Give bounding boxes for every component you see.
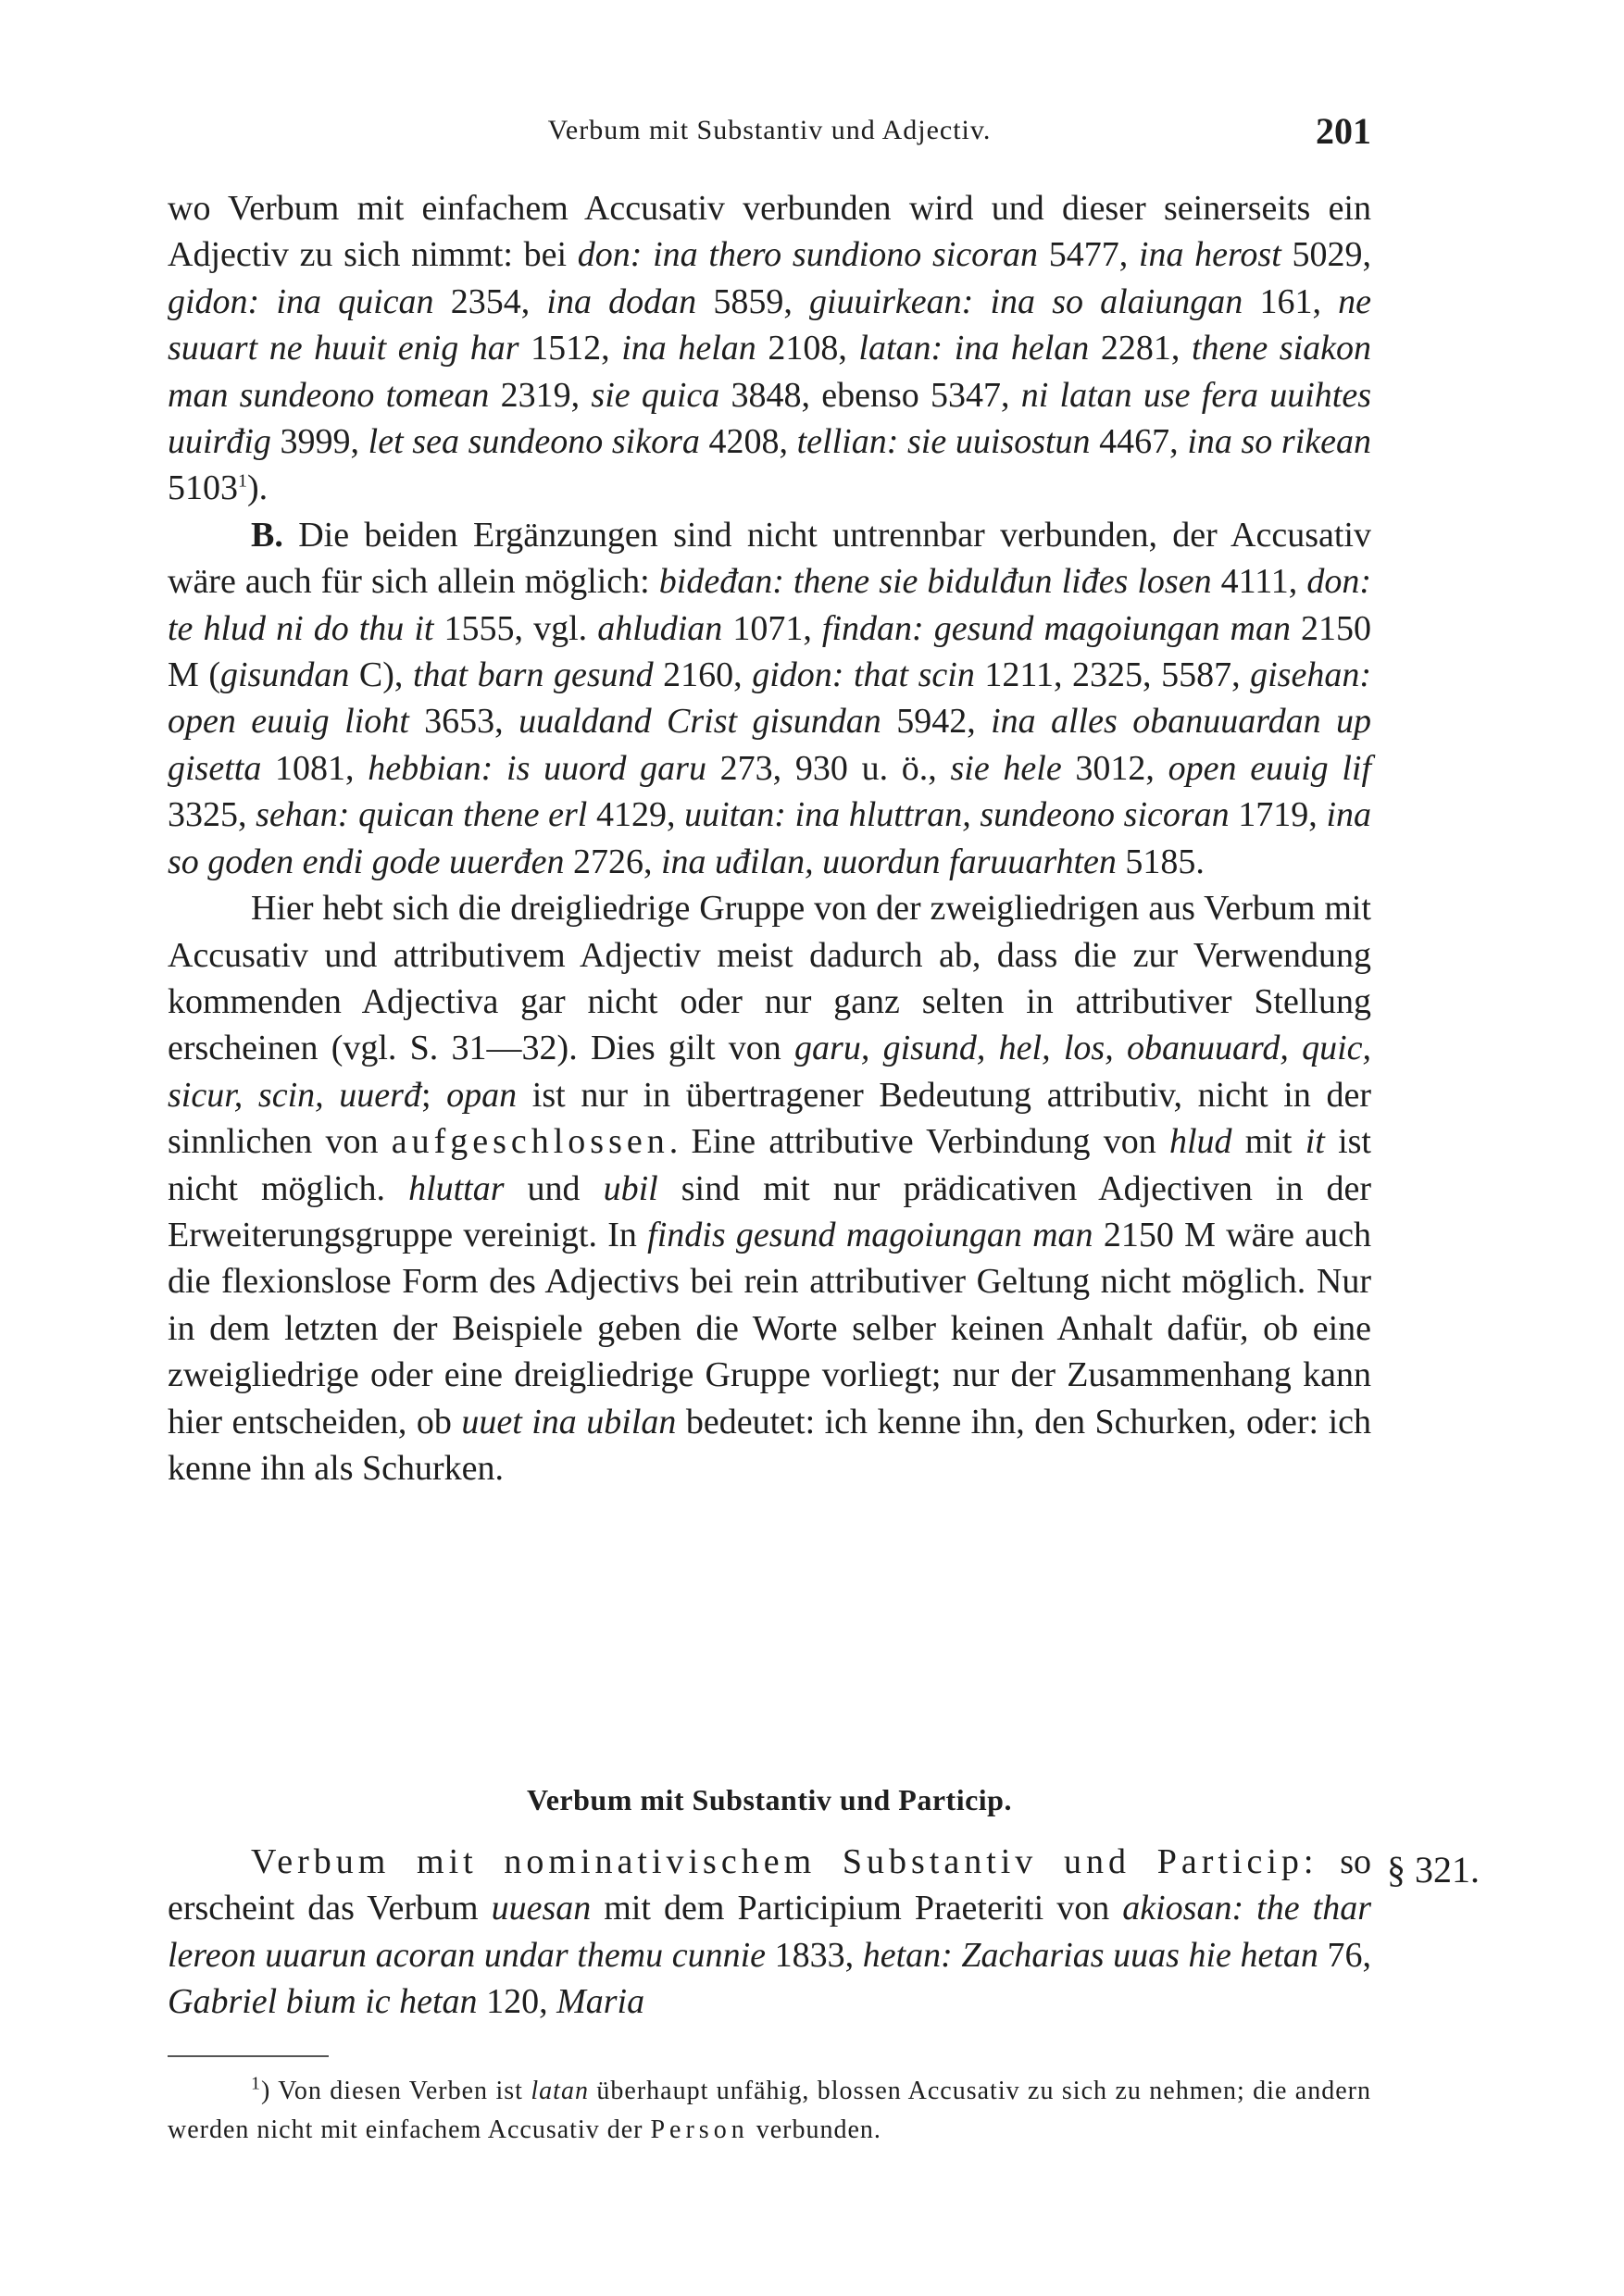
paragraph-continuation: wo Verbum mit einfachem Accusativ verbunden wird und dieser seinerseits ein Adjectiv zu sich nimmt: bei don: ina thero sundiono sicoran 5477, ina herost 5029, gidon: ina quican 2354, ina dodan 5859, giuuirkean: ina so alaiungan 161, ne suuart ne huuit enig har 1512, ina helan 2108, latan: ina helan 2281, thene siakon man sundeono tomean 2319, sie quica 3848, ebenso 5347, ni latan use fera uuihtes uuirđig 3999, let sea sundeono sikora 4208, tellian: sie uuisostun 4467, ina so rikean 5103$^1$). xyxy=(168,189,1372,508)
footnote-1: $^1$) Von diesen Verben ist latan überhaupt unfähig, blossen Accusativ zu sich zu nehmen; die andern werden nicht mit einfachem Accusativ der Person verbunden. xyxy=(168,2073,1371,2144)
section-heading: Verbum mit Substantiv und Particip. xyxy=(527,1783,1012,1816)
section-mark: § 321. xyxy=(1387,1849,1480,1890)
main-text xyxy=(168,185,1371,1491)
footnotes xyxy=(168,2072,1371,2150)
footnote-reference[interactable]: 1 xyxy=(238,470,247,492)
paragraph-b: B. Die beiden Ergänzungen sind nicht untrennbar verbunden, der Accusativ wäre auch für sich allein möglich: bideđan: thene sie bidulđun liđes losen 4111, don: te hlud ni do thu it 1555, vgl. ahludian 1071, findan: gesund magoiungan man 2150 M (gisundan C), that barn gesund 2160, gidon: that scin 1211, 2325, 5587, gisehan: open euuig lioht 3653, uualdand Crist gisundan 5942, ina alles obanuuardan up gisetta 1081, hebbian: is uuord garu 273, 930 u. ö., sie hele 3012, open euuig lif 3325, sehan: quican thene erl 4129, uuitan: ina hluttran, sundeono sicoran 1719, ina so goden endi gode uuerđen 2726, ina uđilan, uuordun faruuarhten 5185. xyxy=(168,515,1372,881)
running-head xyxy=(168,109,1371,156)
running-title: Verbum mit Substantiv und Adjectiv. xyxy=(547,115,992,145)
footnote-marker: 1 xyxy=(251,2073,261,2094)
paragraph-participle: Verbum mit nominativischem Substantiv und Particip: so erscheint das Verbum uuesan mit dem Participium Praeteriti von akiosan: the thar lereon uuarun acoran undar themu cunnie 1833, hetan: Zacharias uuas hie hetan 76, Gabriel bium ic hetan 120, Maria xyxy=(168,1842,1372,2022)
paragraph-discussion: Hier hebt sich die dreigliedrige Gruppe von der zweigliedrigen aus Verbum mit Accusativ und attributivem Adjectiv meist dadurch ab, dass die zur Verwendung kommenden Adjectiva gar nicht oder nur ganz selten in attributiver Stellung erscheinen (vgl. S. 31—32). Dies gilt von garu, gisund, hel, los, obanuuard, quic, sicur, scin, uuerđ; opan ist nur in übertragener Bedeutung attributiv, nicht in der sinnlichen von aufgeschlossen. Eine attributive Verbindung von hlud mit it ist nicht möglich. hluttar und ubil sind mit nur prädicativen Adjectiven in der Erweiterungsgruppe vereinigt. In findis gesund magoiungan man 2150 M wäre auch die flexionslose Form des Adjectivs bei rein attributiver Geltung nicht möglich. Nur in dem letzten der Beispiele geben die Worte selber keinen Anhalt dafür, ob eine zweigliedrige oder eine dreigliedrige Gruppe vorliegt; nur der Zusammenhang kann hier entscheiden, ob uuet ina ubilan bedeutet: ich kenne ihn, den Schurken, oder: ich kenne ihn als Schurken. xyxy=(168,889,1372,1488)
footnote-divider xyxy=(168,2055,329,2057)
section-letter-b: B. xyxy=(251,515,283,555)
page-number: 201 xyxy=(1316,110,1371,152)
section-text xyxy=(168,1839,1371,2026)
